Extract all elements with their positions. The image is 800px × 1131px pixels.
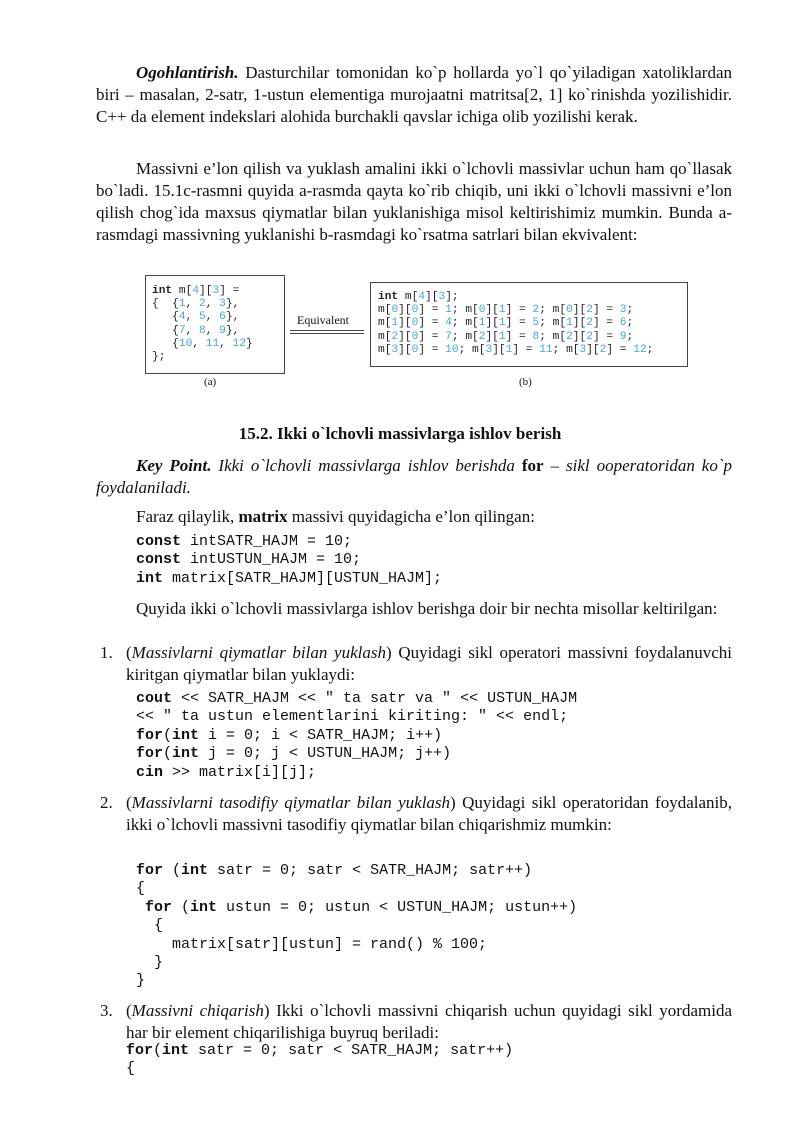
assume-text-2: massivi quyidagicha e’lon qilingan:	[287, 507, 535, 526]
list-item-3	[96, 1000, 732, 1044]
code-block-declaration: const intSATR_HAJM = 10; const intUSTUN_HAJM = 10; int matrix[SATR_HAJM][USTUN_HAJM];	[136, 533, 443, 587]
code-block-input: cout << SATR_HAJM << " ta satr va " << USTUN_HAJM << " ta ustun elementlarini kiriting: " << endl; for(int i = 0; i < SATR_HAJM; i++) for(int j = 0; j < USTUN_HAJM; j++) cin >> matrix[i][j];	[136, 690, 578, 781]
key-point-paragraph	[96, 455, 732, 499]
list-item-1	[96, 642, 732, 686]
code-block-output: for(int satr = 0; satr < SATR_HAJM; satr++) {	[126, 1042, 514, 1078]
warning-lead: Ogohlantirish.	[136, 63, 239, 82]
equivalent-line-bottom	[290, 333, 364, 334]
section-heading: 15.2. Ikki o`lchovli massivlarga ishlov berish	[238, 424, 562, 443]
key-point-text-2: – sikl ooperatoridan ko`p foydalaniladi.	[96, 456, 732, 497]
list-item-1-number: 1.	[100, 643, 113, 662]
assume-text-1: Faraz qilaylik,	[136, 507, 239, 526]
caption-a: (a)	[204, 376, 217, 388]
equivalent-label: Equivalent	[297, 313, 349, 327]
key-point-text-1: Ikki o`lchovli massivlarga ishlov berishda	[211, 456, 522, 475]
code-block-random: for (int satr = 0; satr < SATR_HAJM; satr++) { for (int ustun = 0; ustun < USTUN_HAJM; ustun++) { matrix[satr][ustun] = rand() % 100; } }	[136, 862, 578, 990]
figure-b-box	[370, 282, 688, 367]
list-item-2-number: 2.	[100, 793, 113, 812]
examples-text: Quyida ikki o`lchovli massivlarga ishlov berishga doir bir nechta misollar keltirilgan:	[136, 599, 718, 618]
figure-equivalence	[0, 270, 800, 395]
list-item-1-text: (Massivlarni qiymatlar bilan yuklash) Quyidagi sikl operatori massivni foydalanuvchi kiritgan qiymatlar bilan yuklaydi:	[126, 643, 732, 684]
assume-paragraph	[96, 506, 732, 528]
key-point-bold: for	[521, 456, 544, 475]
warning-text: Dasturchilar tomonidan ko`p hollarda yo`l qo`yiladigan xatoliklardan biri – masalan, 2-satr, 1-ustun elementiga murojaatni matritsa[2, 1] ko`rinishda yozilishidir. C++ da element indekslari alohida burchakli qavslar ichiga olib yozilishi kerak.	[96, 63, 732, 126]
figure-a-code: int m[4][3] = { {1, 2, 3}, {4, 5, 6}, {7, 8, 9}, {10, 11, 12} };	[152, 285, 253, 364]
figure-a-box	[145, 275, 285, 374]
equivalent-line-top	[290, 330, 364, 331]
figure-b-code: int m[4][3]; m[0][0] = 1; m[0][1] = 2; m[0][2] = 3; m[1][0] = 4; m[1][1] = 5; m[1][2] = 6; m[2][0] = 7; m[2][1] = 8; m[2][2] = 9; m[3][0] = 10; m[3][1] = 11; m[3][2] = 12;	[378, 291, 654, 356]
intro-paragraph	[96, 158, 732, 246]
warning-paragraph	[96, 62, 732, 128]
intro-text: Massivni e’lon qilish va yuklash amalini ikki o`lchovli massivlar uchun ham qo`llasak bo`ladi. 15.1c-rasmni quyida a-rasmda qayta ko`rib chiqib, uni ikki o`lchovli massivni e’lon qilish chog`ida maxsus qiymatlar bilan yuklanishiga misol keltirishimiz mumkin. Bunda a-rasmdagi massivning yuklanishi b-rasmdagi ko`rsatma satrlari bilan ekvivalent:	[96, 159, 732, 244]
assume-bold: matrix	[238, 507, 288, 526]
list-item-3-text: (Massivni chiqarish) Ikki o`lchovli massivni chiqarish uchun quyidagi sikl yordamida har bir element chiqarilishiga buyruq beriladi:	[126, 1001, 732, 1042]
list-item-3-number: 3.	[100, 1001, 113, 1020]
examples-paragraph	[96, 598, 732, 620]
list-item-2-text: (Massivlarni tasodifiy qiymatlar bilan yuklash) Quyidagi sikl operatoridan foydalanib, ikki o`lchovli massivni tasodifiy qiymatlar bilan chiqarishmiz mumkin:	[126, 793, 733, 834]
key-point-lead: Key Point.	[136, 456, 212, 475]
caption-b: (b)	[519, 376, 532, 388]
list-item-2	[96, 792, 732, 836]
